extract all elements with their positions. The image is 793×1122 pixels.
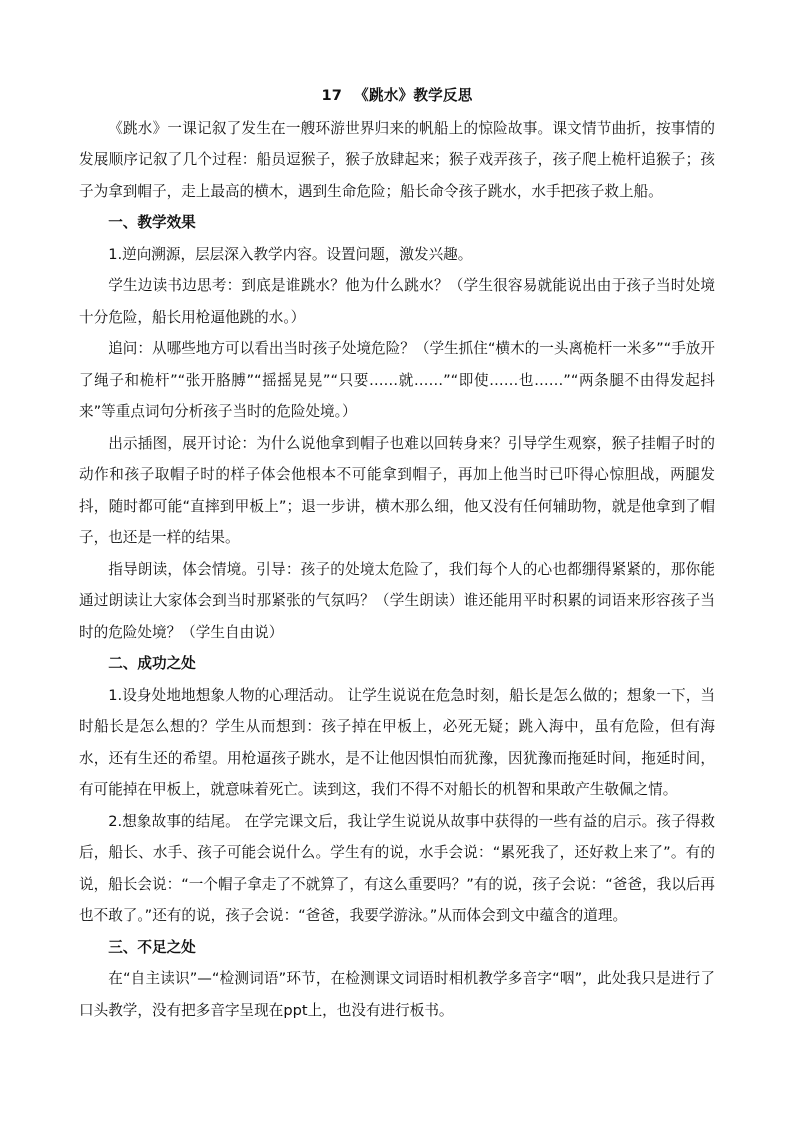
title-number: 17 — [321, 87, 343, 104]
paragraph: 出示插图，展开讨论：为什么说他拿到帽子也难以回转身来？引导学生观察，猴子挂帽子时的动作和孩子取帽子时的样子体会他根本不可能拿到帽子，再加上他当时已吓得心惊胆战，两腿发抖，随时都可能“直摔到甲板上”；退一步讲，横木那么细，他又没有任何辅助物，就是他拿到了帽子，也还是一样的结果。 — [79, 434, 715, 546]
paragraph: 指导朗读，体会情境。引导：孩子的处境太危险了，我们每个人的心也都绷得紧紧的，那你能通过朗读让大家体会到当时那紧张的气氛吗？（学生朗读）谁还能用平时积累的词语来形容孩子当时的危险处境？（学生自由说） — [79, 560, 715, 641]
paragraph: 2.想象故事的结尾。 在学完课文后，我让学生说说从故事中获得的一些有益的启示。孩子得救后，船长、水手、孩子可能会说什么。学生有的说，水手会说：“累死我了，还好救上来了”。有的说，船长会说：“一个帽子拿走了不就算了，有这么重要吗？”有的说，孩子会说：“爸爸，我以后再也不敢了。”还有的说，孩子会说：“爸爸，我要学游泳。”从而体会到文中蕴含的道理。 — [79, 812, 715, 924]
section-heading-effect: 一、教学效果 — [108, 214, 196, 231]
page-title — [79, 80, 715, 112]
title-text: 《跳水》教学反思 — [354, 87, 473, 104]
paragraph: 1.设身处地地想象人物的心理活动。 让学生说说在危急时刻，船长是怎么做的；想象一下，当时船长是怎么想的？学生从而想到：孩子掉在甲板上，必死无疑；跳入海中，虽有危险，但有海水，还有生还的希望。用枪逼孩子跳水，是不让他因惧怕而犹豫，因犹豫而拖延时间，拖延时间，有可能掉在甲板上，就意味着死亡。读到这，我们不得不对船长的机智和果敢产生敬佩之情。 — [79, 686, 715, 798]
paragraph: 在“自主读识”—“检测词语”环节，在检测课文词语时相机教学多音字“咽”，此处我只是进行了口头教学，没有把多音字呈现在ppt上，也没有进行板书。 — [79, 970, 715, 1019]
intro-paragraph: 《跳水》一课记叙了发生在一艘环游世界归来的帆船上的惊险故事。课文情节曲折，按事情的发展顺序记叙了几个过程：船员逗猴子，猴子放肆起来；猴子戏弄孩子，孩子爬上桅杆追猴子；孩子为拿到帽子，走上最高的横木，遇到生命危险；船长命令孩子跳水，水手把孩子救上船。 — [79, 119, 715, 200]
paragraph: 学生边读书边思考：到底是谁跳水？他为什么跳水？（学生很容易就能说出由于孩子当时处境十分危险，船长用枪逼他跳的水。） — [79, 277, 715, 326]
paragraph: 1.逆向溯源，层层深入教学内容。设置问题，激发兴趣。 — [108, 245, 473, 263]
paragraph: 追问：从哪些地方可以看出当时孩子处境危险？（学生抓住“横木的一头离桅杆一米多”“手放开了绳子和桅杆”“张开胳膊”“摇摇晃晃”“只要……就……”“即使……也……”“两条腿不由得发起抖来”等重点词句分析孩子当时的危险处境。） — [79, 340, 715, 420]
document-body — [79, 80, 715, 1026]
section-heading-success: 二、成功之处 — [108, 655, 196, 672]
section-heading-shortcomings: 三、不足之处 — [108, 938, 196, 956]
